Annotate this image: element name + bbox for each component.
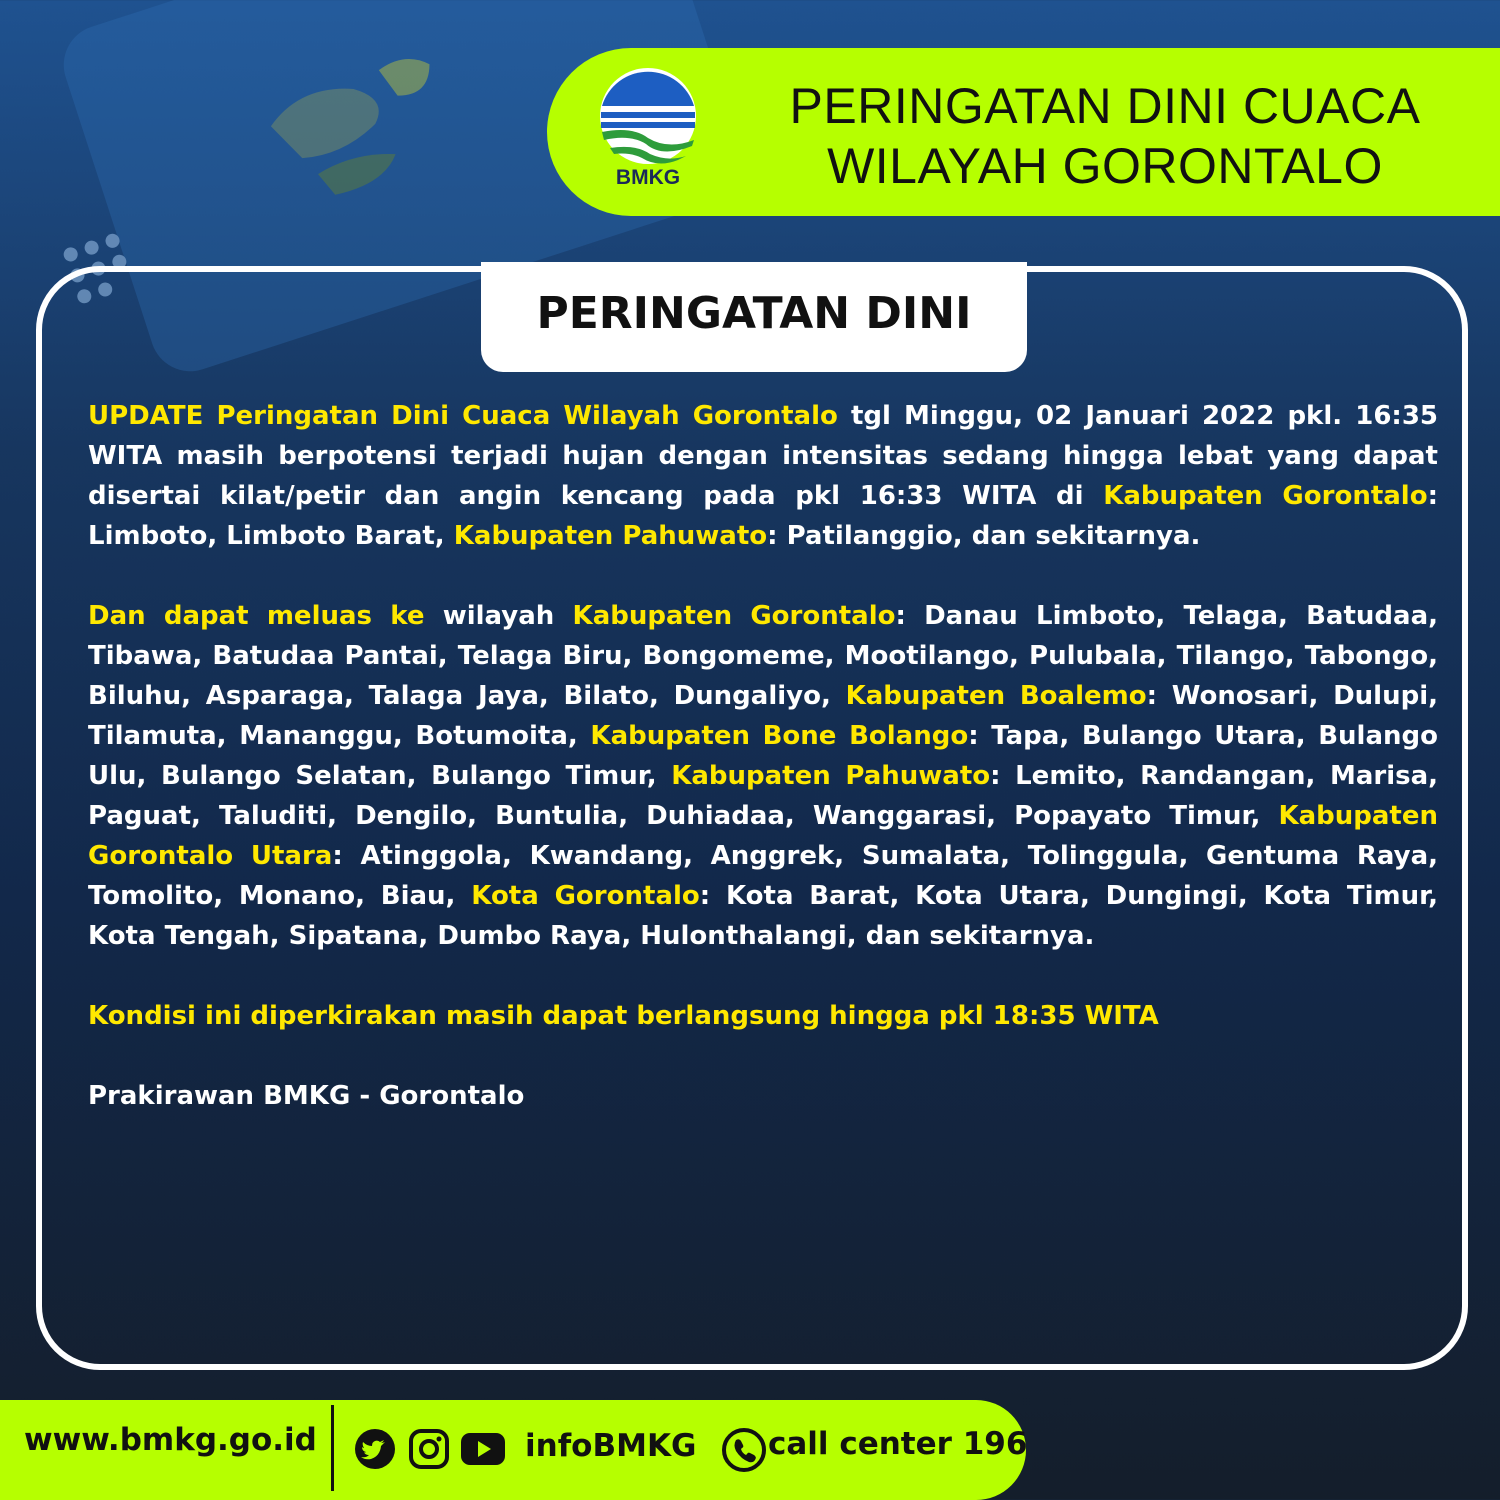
text-highlight: Kota Gorontalo — [471, 881, 700, 911]
warning-content — [88, 396, 1438, 1156]
page-title-line2: WILAYAH GORONTALO — [827, 138, 1383, 194]
twitter-icon[interactable] — [354, 1428, 396, 1470]
text-span: : Limboto, Limboto Barat, — [88, 481, 1438, 551]
text-span: : Tapa, Bulango Utara, Bulango Ulu, Bulango Selatan, Bulango Timur, — [88, 721, 1439, 791]
text-highlight: UPDATE Peringatan Dini Cuaca Wilayah Gorontalo — [88, 401, 838, 431]
text-span: : Patilanggio, dan sekitarnya. — [767, 521, 1201, 551]
page-title-line1: PERINGATAN DINI CUACA — [789, 78, 1421, 134]
signature: Prakirawan BMKG - Gorontalo — [88, 1081, 525, 1111]
text-span: : Danau Limboto, Telaga, Batudaa, Tibawa, Batudaa Pantai, Telaga Biru, Bongomeme, Mootilango, Pulubala, Tilango, Tabongo, Biluhu, Asparaga, Talaga Jaya, Bilato, Dungaliyo, — [88, 601, 1438, 711]
text-highlight: Kabupaten Gorontalo Utara — [88, 801, 1438, 871]
website-link[interactable]: www.bmkg.go.id — [24, 1422, 317, 1458]
text-highlight: Kabupaten Gorontalo — [572, 601, 896, 631]
bmkg-logo-icon — [592, 66, 704, 166]
text-highlight: Kabupaten Boalemo — [845, 681, 1147, 711]
text-highlight: Dan dapat meluas ke — [88, 601, 425, 631]
text-highlight: Kabupaten Pahuwato — [671, 761, 991, 791]
page-title — [720, 76, 1490, 196]
footer-divider — [331, 1405, 334, 1491]
section-title-tab: PERINGATAN DINI — [481, 262, 1027, 372]
text-span: tgl Minggu, 02 Januari 2022 pkl. 16:35 WITA masih berpotensi terjadi hujan dengan intensitas sedang hingga lebat yang dapat disertai kilat/petir dan angin kencang pada pkl 16:33 WITA di — [88, 401, 1439, 511]
text-span: : Kota Barat, Kota Utara, Dungingi, Kota Timur, Kota Tengah, Sipatana, Dumbo Raya, Hulonthalangi, dan sekitarnya. — [88, 881, 1438, 951]
text-span: : Wonosari, Dulupi, Tilamuta, Mananggu, Botumoita, — [88, 681, 1438, 751]
text-span: wilayah — [424, 601, 573, 631]
instagram-icon[interactable] — [408, 1428, 450, 1470]
text-highlight: Kabupaten Gorontalo — [1103, 481, 1428, 511]
call-center-text[interactable]: call center 196 — [768, 1426, 1028, 1462]
text-highlight: Kabupaten Bone Bolango — [590, 721, 969, 751]
phone-icon — [722, 1428, 766, 1472]
warning-paragraph-1 — [88, 396, 1438, 556]
youtube-icon[interactable] — [460, 1432, 506, 1466]
text-span: : Atinggola, Kwandang, Anggrek, Sumalata, Tolinggula, Gentuma Raya, Tomolito, Monano, Biau, — [88, 841, 1438, 911]
warning-paragraph-2 — [88, 596, 1438, 956]
text-highlight: Kabupaten Pahuwato — [453, 521, 768, 551]
condition-text: Kondisi ini diperkirakan masih dapat berlangsung hingga pkl 18:35 WITA — [88, 1001, 1159, 1031]
bmkg-logo — [592, 66, 704, 196]
logo-text: BMKG — [615, 166, 681, 189]
text-span: : Lemito, Randangan, Marisa, Paguat, Taluditi, Dengilo, Buntulia, Duhiadaa, Wanggarasi, Popayato Timur, — [88, 761, 1438, 831]
social-handle[interactable]: infoBMKG — [525, 1428, 697, 1464]
